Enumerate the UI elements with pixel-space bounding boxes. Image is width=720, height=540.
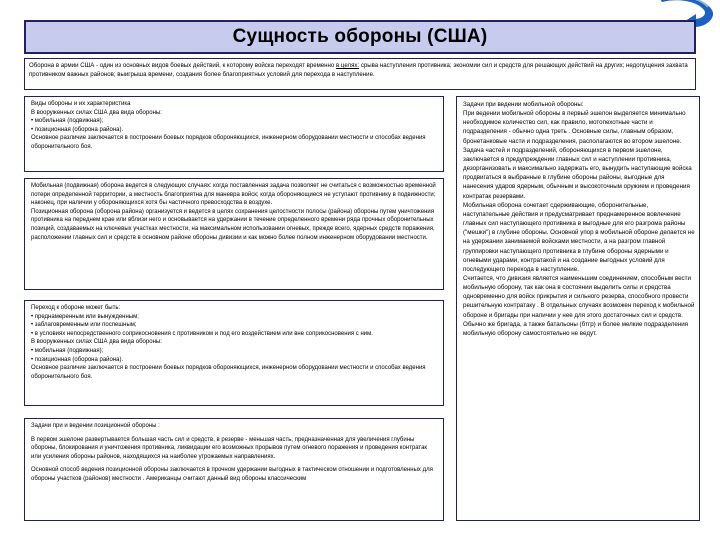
positional-tasks-heading: Задачи при и ведении позиционной обороны :: [31, 423, 160, 429]
transition-closing: Основное различие заключается в построении боевых порядков обороняющихся, инженерном оборудовании местности и способах ведения оборонительного боя.: [31, 365, 426, 380]
intro-part-2: срыва наступления противника; экономии сил и средств для решающих действий на других; недопущения захвата противником важных районов; выигрыша времени, создания более благоприятных условий для перехода в наступление.: [29, 62, 688, 78]
mobile-tasks-heading: Задачи при ведении мобильной обороны:: [463, 101, 584, 108]
intro-underlined-phrase: в целях:: [335, 62, 360, 69]
page-title: Сущность обороны (США): [232, 26, 488, 47]
mobile-defense-tasks-box: [456, 96, 700, 521]
transition-bullet-2: • заблаговременным или поспешным;: [31, 322, 137, 329]
transition-lead: В вооруженных силах США два вида обороны:: [31, 339, 162, 346]
transition-bullet-1: • преднамеренным или вынужденным;: [31, 313, 139, 320]
positional-defense-tasks-box: [24, 418, 444, 521]
defense-types-bullet-1: • мобильная (подвижная);: [31, 118, 104, 125]
transition-bullet-3: • в условиях непосредственного соприкосновения с противником и под его воздействием или вне соприкосновения с ним.: [31, 330, 373, 337]
mobile-tasks-paragraph-1: При ведении мобильной обороны в первый эшелон выделяется минимально необходимое количество сил, как правило, мотопехотные части и подразделения - обычно одна треть . Основные силы, главным образом, бронетанковые части и подразделения, располагаются во втором эшелоне. Задача частей и подразделений, обороняющихся в первом эшелоне, заключается в предупреждении главных сил и наступлении противника, дезорганизовать и максимально задержать его, вынудить наступающие войска продвигаться в выбранные в глубине обороны районы, выгодные для нанесения ударов ядерным, обычным и высокоточным оружием и проведения контратак резервами.: [463, 110, 692, 200]
slide-title-banner: [24, 20, 696, 54]
defense-types-bullet-2: • позиционная (оборона района).: [31, 126, 124, 133]
transition-bullet-5: • позиционная (оборона района).: [31, 356, 124, 363]
intro-paragraph: [29, 62, 691, 80]
mobile-defense-box: [24, 178, 444, 290]
transition-bullet-4: • мобильная (подвижная);: [31, 347, 104, 354]
defense-types-closing: Основное различие заключается в построении боевых порядков обороняющихся, инженерном оборудовании местности и способах ведения оборонительного боя.: [31, 135, 426, 150]
mobile-tasks-paragraph-3: Считается, что дивизия является наименьшим соединением, способным вести мобильную оборону, так как она в состоянии выделить силы и средства одновременно для войск прикрытия и сильного резерва, способного провести решительную контратаку . В отдельных случаях возможен переход к мобильной обороне и бригады при наличии у нее для этого достаточных сил и средств. Обычно же бригада, а также батальоны (бтгр) и более мелкие подразделения мобильную оборону самостоятельно не ведут.: [463, 274, 695, 337]
transition-heading: Переход к обороне может быть:: [31, 305, 121, 311]
intro-part-1: Оборона в армии США - один из основных видов боевых действий, к которому войска переходят временно: [29, 62, 336, 69]
mobile-tasks-paragraph-2: Мобильная оборона сочетает сдерживающие, оборонительные, наступательные действия и предусматривает преднамеренное вовлечение главных сил наступающего противника в выгодные для его разгрома районы ("мешки") в глубине обороны. Основной упор в мобильной обороне делается не на удержании занимаемой войсками местности, а на разгром главной группировки наступающего противника в глубине обороны ядерными и огневыми ударами, контратакой и на создание выгодных условий для последующего перехода в наступление.: [463, 201, 695, 273]
defense-types-heading: Виды обороны и их характеристика: [31, 101, 131, 107]
positional-tasks-paragraph-1: В первом эшелоне развертывается большая часть сил и средств, в резерве - меньшая часть, предназначенная для увеличения глубины обороны, блокирования и уничтожения противника, ликвидации его возможных прорывов путем огневого поражения и проведения контратак или усиления обороны районов, находящихся на наиболее угрожаемых направлениях.: [31, 436, 428, 460]
defense-types-box: [24, 96, 444, 172]
defense-types-lead: В вооруженных силах США два вида обороны:: [31, 109, 162, 116]
mobile-defense-paragraph-2: Позиционная оборона (оборона района) организуется и ведется в целях сохранения целостности полосы (района) обороны путем уничтожения противника на переднем крае или вблизи него и основывается на удержании в течение определенного времени ряда прочных оборонительных позиций, создаваемых на ключевых участках местности, на максимальном использовании огневых, прежде всего, ядерных средств поражения, расположении главных сил и средств в основном районе обороны дивизии и как можно более полном инженерном оборудовании местности.: [31, 208, 435, 241]
positional-tasks-paragraph-2: Основной способ ведения позиционной обороны заключается в прочном удержании выгодных в тактическом отношении и подготовленных для обороны участков (районов) местности . Американцы считают данный вид обороны классическим: [31, 467, 433, 482]
intro-text-box: [24, 58, 696, 90]
transition-to-defense-box: [24, 300, 444, 406]
mobile-defense-paragraph-1: Мобильная (подвижная) оборона ведется в следующих случаях: когда поставленная задача позволяет не считаться с возможностью временной потери определенной территории, а местность благоприятна для маневра войск; когда обороняющиеся не уступают противнику в подвижности; наконец, при наличии у обороняющихся хотя бы частичного превосходства в воздухе.: [31, 183, 436, 207]
